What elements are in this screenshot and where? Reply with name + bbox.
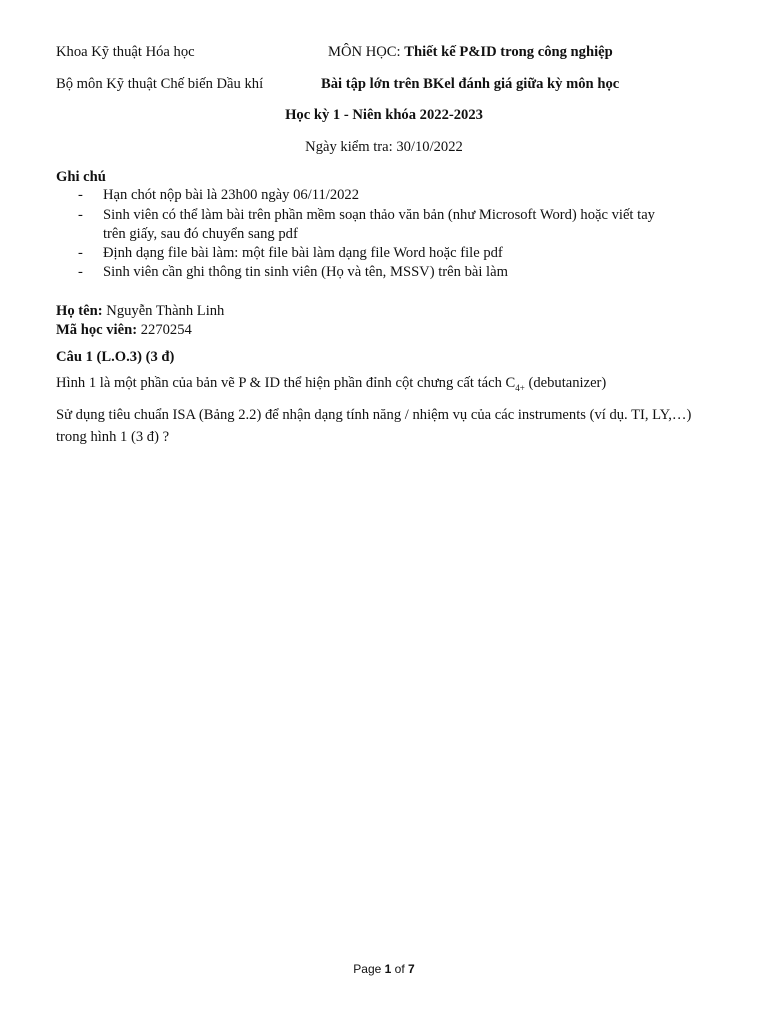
note-text-continued: trên giấy, sau đó chuyển sang pdf [103, 226, 298, 242]
student-name-label: Họ tên: [56, 303, 103, 319]
note-dash: - [78, 245, 83, 261]
question-line-1 [56, 375, 606, 393]
notes-title: Ghi chú [56, 169, 106, 185]
exam-date: Ngày kiểm tra: 30/10/2022 [305, 139, 463, 155]
question-line-2: Sử dụng tiêu chuẩn ISA (Bảng 2.2) để nhận dạng tính năng / nhiệm vụ của các instruments (ví dụ. TI, LY,…) trong hình 1 (3 đ) ? [56, 407, 692, 445]
subject-name: Thiết kế P&ID trong công nghiệp [404, 44, 613, 60]
note-dash: - [78, 187, 83, 203]
note-text: Hạn chót nộp bài là 23h00 ngày 06/11/2022 [103, 187, 360, 203]
assignment-title: Bài tập lớn trên BKel đánh giá giữa kỳ môn học [321, 76, 620, 92]
note-text: Sinh viên có thể làm bài trên phần mềm soạn thảo văn bản (như Microsoft Word) hoặc viết tay [103, 207, 655, 223]
note-text: Định dạng file bài làm: một file bài làm dạng file Word hoặc file pdf [103, 245, 503, 261]
semester-title: Học kỳ 1 - Niên khóa 2022-2023 [285, 107, 483, 123]
faculty-name: Khoa Kỹ thuật Hóa học [56, 44, 195, 60]
student-name: Nguyễn Thành Linh [102, 303, 225, 319]
question-line-1-text: Hình 1 là một phần của bản vẽ P & ID thể hiện phần đỉnh cột chưng cất tách C [56, 375, 516, 391]
subject-label: MÔN HỌC: [328, 44, 405, 60]
student-id: 2270254 [137, 322, 192, 338]
student-id-line [56, 322, 192, 339]
page-number [0, 962, 768, 976]
subject-line [328, 44, 613, 61]
note-dash: - [78, 207, 83, 223]
total-pages: 7 [408, 962, 415, 976]
student-id-label: Mã học viên: [56, 322, 138, 338]
department-name: Bộ môn Kỹ thuật Chế biến Dầu khí [56, 76, 264, 92]
of-word: of [391, 962, 409, 976]
student-name-line [56, 303, 224, 320]
subscript: 4+ [515, 382, 525, 393]
question-title: Câu 1 (L.O.3) (3 đ) [56, 349, 175, 365]
current-page: 1 [384, 962, 392, 976]
note-dash: - [78, 264, 83, 280]
page-word: Page [353, 962, 385, 976]
note-text: Sinh viên cần ghi thông tin sinh viên (Họ và tên, MSSV) trên bài làm [103, 264, 508, 280]
question-line-1-suffix: (debutanizer) [524, 375, 607, 391]
